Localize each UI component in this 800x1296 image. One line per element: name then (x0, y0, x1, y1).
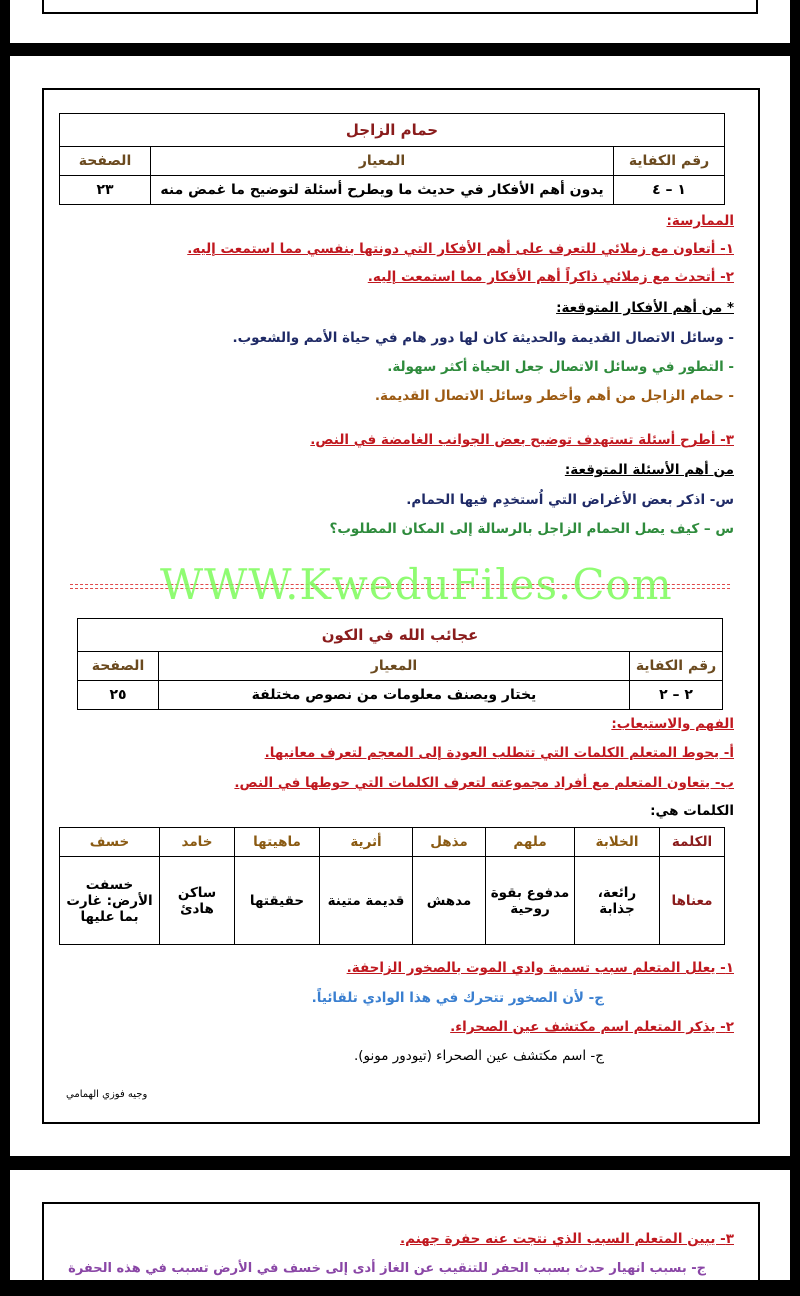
meaning-cell (320, 857, 413, 945)
meaning-line: رائعة، (597, 884, 637, 901)
comprehension-heading: الفهم والاستيعاب: (611, 716, 734, 732)
practice-item-2: ٢- أتحدث مع زملائي ذاكراً أهم الأفكار مما استمعت إليه. (367, 269, 734, 285)
question-1: س- اذكر بعض الأغراض التي اُستخدِم فيها الحمام. (406, 492, 734, 508)
words-table (59, 827, 725, 945)
author-signature: وجيه فوزي الهمامي (66, 1089, 148, 1100)
meaning-line: خسفت (85, 876, 134, 893)
meaning-cell (413, 857, 486, 945)
comprehension-b: ب- يتعاون المتعلم مع أفراد مجموعته لتعرف الكلمات التي حوطها في النص. (234, 775, 734, 791)
watermark: WWW.KweduFiles.Com (160, 560, 673, 609)
competency-value: ١ – ٤ (614, 176, 725, 205)
meaning-line: روحية (510, 900, 550, 917)
next-page-border (42, 1202, 760, 1296)
question-2-comprehension: ٢- يذكر المتعلم اسم مكتشف عين الصحراء. (450, 1019, 734, 1035)
word-cell: ملهم (486, 828, 575, 857)
lesson1-title: حمام الزاجل (60, 114, 725, 147)
word-cell: ماهيتها (235, 828, 320, 857)
word-cell: خسف (60, 828, 160, 857)
lesson1-table (59, 113, 725, 205)
previous-page-border (42, 0, 758, 14)
meaning-line: قديمة متينة (327, 892, 405, 909)
ideas-heading: * من أهم الأفكار المتوقعة: (556, 300, 734, 316)
idea-1: - وسائل الاتصال القديمة والحديثة كان لها دور هام في حياة الأمم والشعوب. (232, 330, 734, 346)
meaning-cell (575, 857, 660, 945)
word-cell: الخلابة (575, 828, 660, 857)
words-label: الكلمات هي: (650, 803, 734, 819)
standard-value: يدون أهم الأفكار في حديث ما ويطرح أسئلة لتوضيح ما غمض منه (151, 176, 614, 205)
practice-item-3: ٣- أطرح أسئلة تستهدف توضيح بعض الجوانب الغامضة في النص. (310, 432, 734, 448)
previous-page-fragment (10, 0, 790, 43)
meaning-line: مدهش (426, 892, 472, 909)
word-cell: مذهل (413, 828, 486, 857)
idea-3: - حمام الزاجل من أهم وأخطر وسائل الاتصال القديمة. (374, 388, 734, 404)
page-value-2: ٢٥ (78, 681, 159, 710)
competency-header: رقم الكفاية (614, 147, 725, 176)
lesson2-title: عجائب الله في الكون (78, 619, 723, 652)
meaning-line: ساكن (177, 884, 217, 901)
page-value: ٢٣ (60, 176, 151, 205)
answer-2-comprehension: ج- اسم مكتشف عين الصحراء (تيودور مونو). (353, 1048, 604, 1064)
idea-2: - التطور في وسائل الاتصال جعل الحياة أكثر سهولة. (387, 359, 734, 375)
practice-item-1: ١- أتعاون مع زملائي للتعرف على أهم الأفكار التي دونتها بنفسي مما استمعت إليه. (187, 241, 734, 257)
meaning-cell (486, 857, 575, 945)
answer-1-comprehension: ج- لأن الصخور تتحرك في هذا الوادي تلقائياً. (311, 990, 604, 1006)
practice-heading: الممارسة: (666, 213, 734, 229)
page-header: الصفحة (60, 147, 151, 176)
question-2: س – كيف يصل الحمام الزاجل بالرسالة إلى المكان المطلوب؟ (329, 521, 734, 537)
standard-value-2: يختار ويصنف معلومات من نصوص مختلفة (159, 681, 630, 710)
next-page-question-3: ٣- يبين المتعلم السبب الذي نتجت عنه حفرة جهنم. (400, 1231, 734, 1247)
meaning-line: مدفوع بقوة (490, 884, 570, 901)
meaning-line: هادئ (180, 900, 214, 917)
meaning-cell (235, 857, 320, 945)
comprehension-a: أ- يحوط المتعلم الكلمات التي تتطلب العودة إلى المعجم لتعرف معانيها. (264, 745, 734, 761)
lesson2-table (77, 618, 723, 710)
questions-heading: من أهم الأسئلة المتوقعة: (564, 462, 734, 478)
standard-header-2: المعيار (159, 652, 630, 681)
meaning-cell (60, 857, 160, 945)
page-header-2: الصفحة (78, 652, 159, 681)
word-label-cell: الكلمة (660, 828, 725, 857)
meaning-line: جذابة (599, 900, 635, 917)
next-page-answer-3: ج- بسبب انهيار حدث بسبب الحفر للتنقيب عن الغاز أدى إلى خسف في الأرض تسبب في هذه الحفرة (68, 1261, 706, 1276)
meaning-line: حقيقتها (249, 892, 305, 909)
meaning-label-cell: معناها (660, 857, 725, 945)
word-cell: أثرية (320, 828, 413, 857)
question-1-comprehension: ١- يعلل المتعلم سبب تسمية وادي الموت بالصخور الزاحفة. (346, 960, 734, 976)
standard-header: المعيار (151, 147, 614, 176)
word-cell: خامد (160, 828, 235, 857)
meaning-line: الأرض: غارت (66, 892, 153, 909)
competency-value-2: ٢ – ٢ (630, 681, 723, 710)
meaning-cell (160, 857, 235, 945)
competency-header-2: رقم الكفاية (630, 652, 723, 681)
meaning-line: بما عليها (80, 908, 139, 925)
